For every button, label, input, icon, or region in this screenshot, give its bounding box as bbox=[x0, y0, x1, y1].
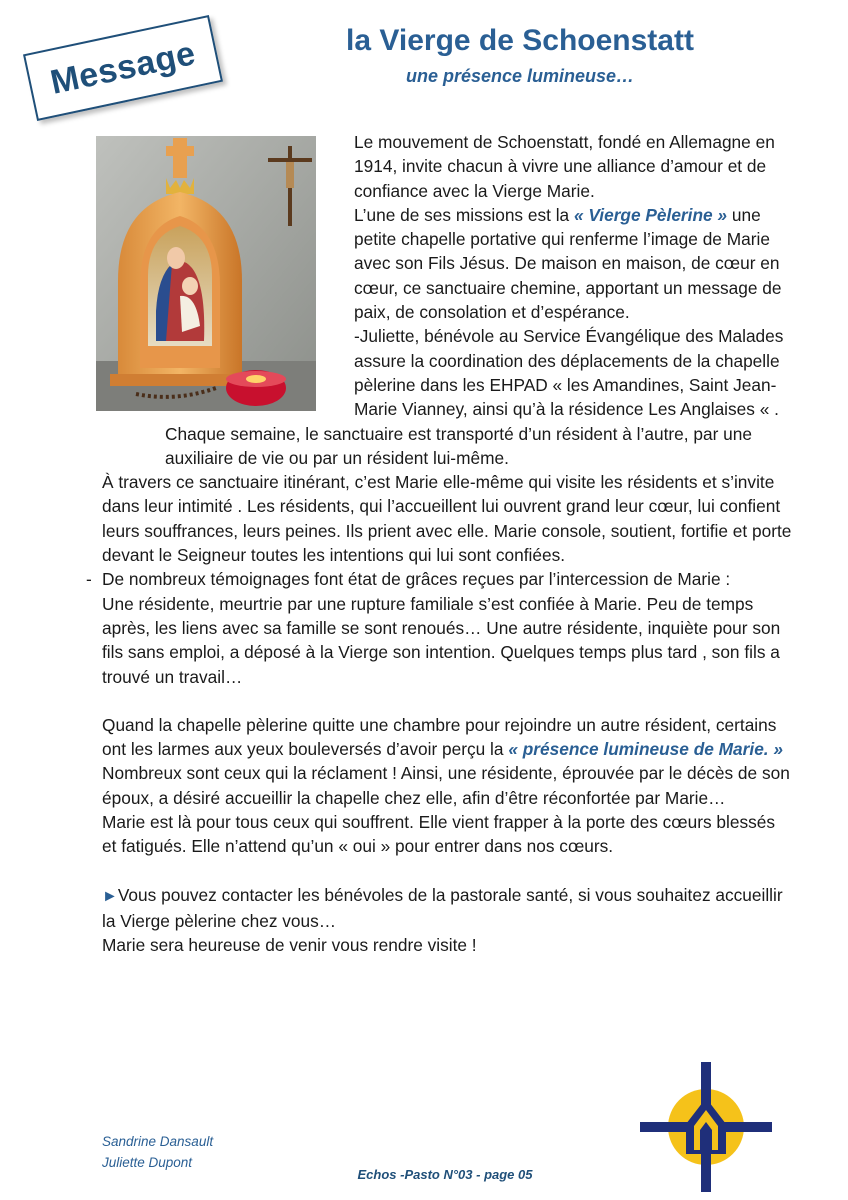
article-body bbox=[86, 130, 792, 958]
paragraph-residents: Une résidente, meurtrie par une rupture familiale s’est confiée à Marie. Peu de temps après, les liens avec sa famille se sont renoués… Une autre résidente, inquiète pour son fils sans emploi, a déposé à la Vierge son intention. Quelques temps plus tard , son fils a trouvé un travail… bbox=[102, 593, 781, 687]
spacer bbox=[102, 689, 792, 713]
triangle-right-icon: ► bbox=[102, 887, 118, 905]
bullet-dash: - bbox=[86, 569, 92, 590]
paragraph-chapel-leaves bbox=[102, 713, 792, 762]
page-subtitle: une présence lumineuse… bbox=[405, 66, 635, 86]
stamp-label: Message bbox=[46, 33, 199, 102]
paragraph-juliette: -Juliette, bénévole au Service Évangélique des Malades assure la coordination des déplacements de la chapelle pèlerine dans les EHPAD « les Amandines, Saint Jean-Marie Vianney, ainsi qu’à la résidence Les Anglaises « . Chaque semaine, le sanctuaire est transporté d’un résident à l’autre, par une auxiliaire de vie ou par un résident lui-même. bbox=[165, 326, 784, 468]
paragraph-sanctuary: À travers ce sanctuaire itinérant, c’est Marie elle-même qui visite les résidents et s’invite dans leur intimité . Les résidents, qui l’accueillent lui ouvrent grand leur cœur, lui confient leurs souffrances, leurs peines. Ils prient avec elle. Marie console, soutient, fortifie et porte devant le Seigneur toutes les intentions qui lui sont confiées. bbox=[102, 472, 792, 566]
mission-text-start: L’une de ses missions est la bbox=[354, 204, 574, 225]
signature-name-1: Sandrine Dansault bbox=[102, 1134, 214, 1149]
paragraph-closing: Marie sera heureuse de venir vous rendre visite ! bbox=[102, 935, 477, 956]
photo-wrap-space bbox=[102, 130, 354, 410]
chapel-leaves-text: Quand la chapelle pèlerine quitte une chambre pour rejoindre un autre résident, certains ont les larmes aux yeux bouleversés d’avoir perçu la bbox=[102, 714, 777, 760]
paragraph-intro: Le mouvement de Schoenstatt, fondé en Allemagne en 1914, invite chacun à vivre une alliance d’amour et de confiance avec la Vierge Marie. bbox=[354, 132, 775, 201]
vierge-pelerine-highlight: « Vierge Pèlerine » bbox=[573, 204, 728, 225]
paragraph-requests: Nombreux sont ceux qui la réclament ! Ainsi, une résidente, éprouvée par le décès de son époux, a désiré accueillir la chapelle chez elle, afin d’être réconfortée par Marie… bbox=[102, 763, 790, 808]
pastoral-cross-logo-icon bbox=[640, 1062, 772, 1192]
presence-lumineuse-highlight: « présence lumineuse de Marie. » bbox=[508, 739, 784, 760]
contact-text: Vous pouvez contacter les bénévoles de la pastorale santé, si vous souhaitez accueillir la Vierge pèlerine chez vous… bbox=[102, 884, 783, 931]
testimonies-text: De nombreux témoignages font état de grâces reçues par l’intercession de Marie : bbox=[102, 569, 731, 590]
paragraph-contact bbox=[102, 883, 792, 934]
paragraph-testimonies bbox=[86, 567, 792, 591]
mission-text-end: une petite chapelle portative qui renferme l’image de Marie avec son Fils Jésus. De maison en maison, de cœur en cœur, ce sanctuaire chemine, apportant un message de paix, de consolation et d’espérance. bbox=[354, 204, 782, 323]
message-stamp bbox=[23, 15, 223, 121]
paragraph-suffering: Marie est là pour tous ceux qui souffrent. Elle vient frapper à la porte des cœurs blessés et fatigués. Elle n’attend qu’un « oui » pour entrer dans nos cœurs. bbox=[102, 812, 776, 857]
signature-block bbox=[102, 1131, 213, 1173]
spacer bbox=[102, 859, 792, 883]
page-title: la Vierge de Schoenstatt bbox=[346, 24, 694, 57]
signature-name-2: Juliette Dupont bbox=[102, 1155, 193, 1170]
page-footer: Echos -Pasto N°03 - page 05 bbox=[357, 1167, 533, 1182]
